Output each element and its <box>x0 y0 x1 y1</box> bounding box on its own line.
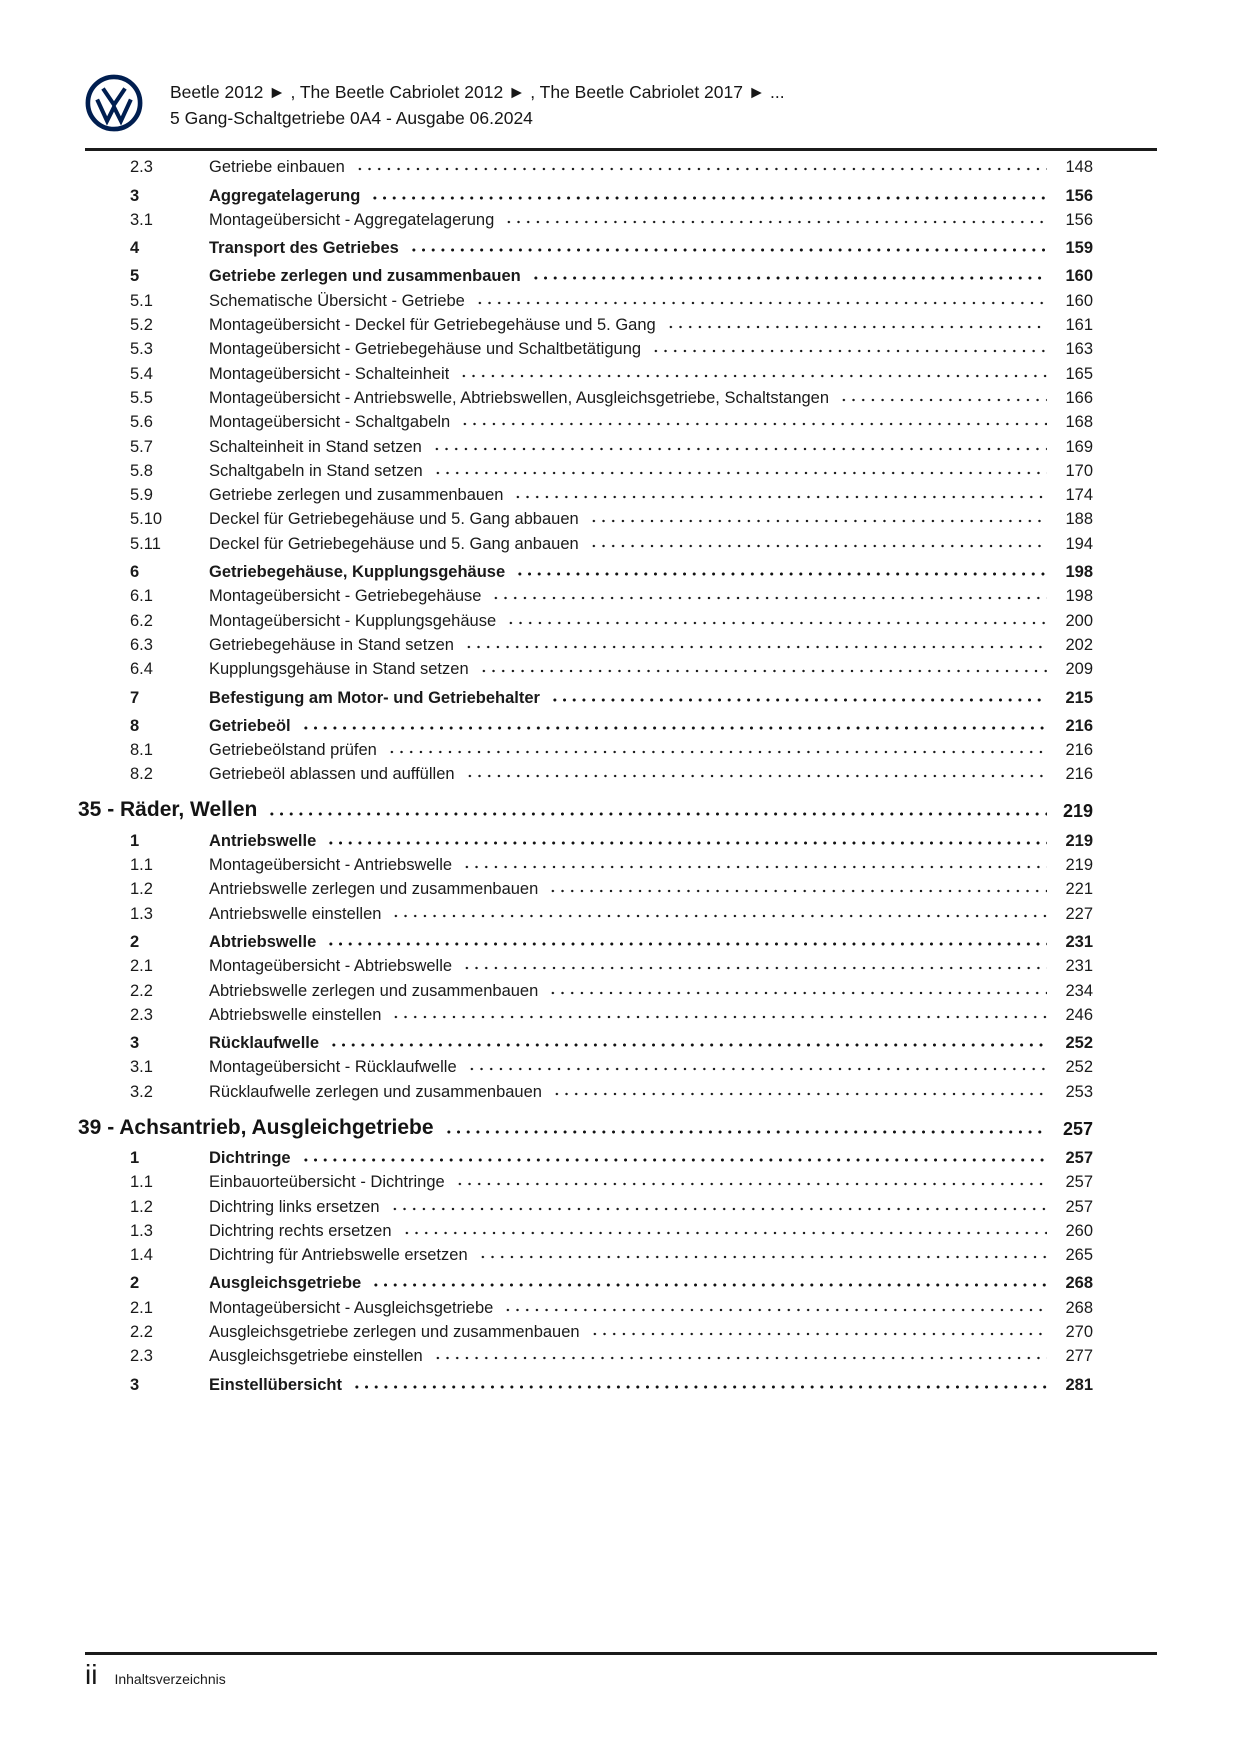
dot-leader <box>328 1029 1047 1053</box>
toc-entry-number: 2 <box>130 1274 140 1293</box>
header-text-block <box>170 74 785 132</box>
toc-entry <box>78 1293 1093 1317</box>
toc-entry-page: 281 <box>1065 1375 1093 1394</box>
toc-entry-page: 268 <box>1065 1298 1093 1317</box>
toc-entry <box>78 582 1093 606</box>
toc-chapter-title: 39 - Achsantrieb, Ausgleichgetriebe <box>78 1115 434 1139</box>
dot-leader <box>588 505 1047 529</box>
dot-leader <box>505 606 1047 630</box>
dot-leader <box>431 432 1047 456</box>
dot-leader <box>503 206 1047 230</box>
toc-entry-title: Dichtring links ersetzen <box>209 1197 380 1216</box>
toc-entry-number: 3.2 <box>130 1082 153 1101</box>
toc-entry <box>78 384 1093 408</box>
toc-entry-page: 156 <box>1065 186 1093 205</box>
toc-entry-number: 5 <box>130 267 140 286</box>
toc-entry-title: Montageübersicht - Schaltgabeln <box>209 413 451 432</box>
toc-entry-title: Abtriebswelle zerlegen und zusammenbauen <box>209 981 539 1000</box>
toc-entry <box>78 359 1093 383</box>
footer-divider <box>85 1652 1157 1655</box>
toc-entry-title: Schaltgabeln in Stand setzen <box>209 461 423 480</box>
toc-entry-title: Getriebegehäuse, Kupplungsgehäuse <box>209 563 506 582</box>
toc-entry-title: Schematische Übersicht - Getriebe <box>209 291 465 310</box>
toc-entry <box>78 606 1093 630</box>
toc-chapter-heading <box>78 792 1093 822</box>
toc-entry-title: Schalteinheit in Stand setzen <box>209 437 422 456</box>
toc-entry <box>78 529 1093 553</box>
toc-entry-number: 3 <box>130 186 140 205</box>
dot-leader <box>547 976 1047 1000</box>
toc-entry-number: 2.2 <box>130 981 153 1000</box>
toc-entry <box>78 1217 1093 1241</box>
toc-entry-title: Antriebswelle <box>209 831 317 850</box>
toc-chapter-heading <box>78 1110 1093 1140</box>
toc-entry-number: 1.2 <box>130 1197 153 1216</box>
toc-entry-page: 216 <box>1065 716 1093 735</box>
toc-entry-page: 252 <box>1065 1058 1093 1077</box>
toc-entry-number: 8.2 <box>130 765 153 784</box>
toc-entry-title: Montageübersicht - Getriebegehäuse <box>209 587 482 606</box>
toc-entry <box>78 234 1093 258</box>
toc-entry-number: 1.3 <box>130 1221 153 1240</box>
toc-entry <box>78 286 1093 310</box>
toc-entry-number: 5.3 <box>130 340 153 359</box>
dot-leader <box>458 359 1047 383</box>
toc-entry-number: 1.4 <box>130 1246 153 1265</box>
toc-entry-page: 160 <box>1065 267 1093 286</box>
toc-entry <box>78 1144 1093 1168</box>
toc-entry <box>78 206 1093 230</box>
toc-chapter-title: 35 - Räder, Wellen <box>78 798 258 822</box>
toc-entry-number: 1.2 <box>130 880 153 899</box>
toc-entry-page: 159 <box>1065 239 1093 258</box>
dot-leader <box>478 655 1047 679</box>
toc-entry <box>78 631 1093 655</box>
toc-entry-page: 168 <box>1065 413 1093 432</box>
toc-entry-title: Dichtring rechts ersetzen <box>209 1221 392 1240</box>
toc-entry-page: 231 <box>1065 932 1093 951</box>
toc-entry-page: 148 <box>1065 158 1093 177</box>
page-header <box>85 74 1157 132</box>
toc-entry-number: 2.2 <box>130 1323 153 1342</box>
toc-entry-number: 5.1 <box>130 291 153 310</box>
toc-entry <box>78 505 1093 529</box>
toc-entry-title: Deckel für Getriebegehäuse und 5. Gang anbauen <box>209 534 579 553</box>
toc-entry-page: 277 <box>1065 1347 1093 1366</box>
toc-entry-title: Abtriebswelle <box>209 932 317 951</box>
toc-entry-title: Kupplungsgehäuse in Stand setzen <box>209 660 469 679</box>
toc-entry-number: 2.1 <box>130 957 153 976</box>
toc-entry-number: 2.3 <box>130 1347 153 1366</box>
dot-leader <box>432 457 1047 481</box>
dot-leader <box>589 1318 1047 1342</box>
dot-leader <box>650 335 1047 359</box>
toc-entry-number: 1.1 <box>130 1173 153 1192</box>
toc-entry-title: Montageübersicht - Antriebswelle, Abtriebswellen, Ausgleichsgetriebe, Schaltstangen <box>209 388 830 407</box>
toc-entry-title: Einstellübersicht <box>209 1375 342 1394</box>
toc-entry-page: 257 <box>1065 1173 1093 1192</box>
toc-entry-page: 166 <box>1065 388 1093 407</box>
toc-entry <box>78 1370 1093 1394</box>
toc-entry <box>78 760 1093 784</box>
toc-entry-title: Einbauorteübersicht - Dichtringe <box>209 1173 445 1192</box>
toc-entry-page: 200 <box>1065 611 1093 630</box>
toc-entry-title: Deckel für Getriebegehäuse und 5. Gang abbauen <box>209 510 579 529</box>
toc-entry <box>78 1168 1093 1192</box>
toc-entry <box>78 311 1093 335</box>
toc-entry <box>78 1241 1093 1265</box>
toc-entry-page: 163 <box>1065 340 1093 359</box>
toc-entry-page: 169 <box>1065 437 1093 456</box>
dot-leader <box>369 181 1047 205</box>
dot-leader <box>474 286 1047 310</box>
toc-entry-title: Montageübersicht - Getriebegehäuse und Schaltbetätigung <box>209 340 642 359</box>
dot-leader <box>443 1110 1047 1140</box>
toc-entry-number: 5.11 <box>130 534 161 553</box>
toc-entry <box>78 1001 1093 1025</box>
toc-entry-page: 174 <box>1065 486 1093 505</box>
toc-entry <box>78 1192 1093 1216</box>
toc-entry-page: 202 <box>1065 635 1093 654</box>
dot-leader <box>454 1168 1047 1192</box>
dot-leader <box>325 826 1047 850</box>
dot-leader <box>390 1001 1047 1025</box>
toc-entry-page: 219 <box>1065 831 1093 850</box>
dot-leader <box>354 153 1047 177</box>
toc-entry-number: 8 <box>130 716 140 735</box>
dot-leader <box>300 712 1047 736</box>
dot-leader <box>514 558 1047 582</box>
toc-entry-page: 221 <box>1065 880 1093 899</box>
toc-entry-number: 2.1 <box>130 1298 153 1317</box>
toc-entry-title: Getriebeölstand prüfen <box>209 741 377 760</box>
toc-entry-number: 1.1 <box>130 856 153 875</box>
toc-entry-page: 216 <box>1065 765 1093 784</box>
toc-entry <box>78 1342 1093 1366</box>
toc-entry <box>78 875 1093 899</box>
toc-entry-page: 194 <box>1065 534 1093 553</box>
toc-entry-number: 2 <box>130 932 140 951</box>
toc-entry <box>78 481 1093 505</box>
toc-entry <box>78 736 1093 760</box>
toc-entry-page: 268 <box>1065 1274 1093 1293</box>
toc-entry-page: 219 <box>1065 856 1093 875</box>
toc-entry-number: 5.9 <box>130 486 153 505</box>
dot-leader <box>408 234 1047 258</box>
toc-entry-page: 257 <box>1065 1148 1093 1167</box>
dot-leader <box>432 1342 1047 1366</box>
footer-section-label: Inhaltsverzeichnis <box>114 1671 226 1687</box>
toc-entry-number: 5.4 <box>130 364 153 383</box>
toc-entry-title: Befestigung am Motor- und Getriebehalter <box>209 688 540 707</box>
toc-entry-number: 6.1 <box>130 587 153 606</box>
dot-leader <box>838 384 1047 408</box>
toc-entry-page: 156 <box>1065 210 1093 229</box>
dot-leader <box>530 262 1047 286</box>
dot-leader <box>351 1370 1047 1394</box>
toc-entry-page: 209 <box>1065 660 1093 679</box>
toc-entry-title: Montageübersicht - Rücklaufwelle <box>209 1058 457 1077</box>
dot-leader <box>300 1144 1047 1168</box>
toc-entry-page: 265 <box>1065 1246 1093 1265</box>
toc-entry-title: Getriebeöl ablassen und auffüllen <box>209 765 455 784</box>
toc-entry-number: 5.7 <box>130 437 153 456</box>
toc-chapter-page: 257 <box>1062 1118 1093 1139</box>
toc-entry-page: 231 <box>1065 957 1093 976</box>
dot-leader <box>463 631 1047 655</box>
toc-entry-title: Dichtring für Antriebswelle ersetzen <box>209 1246 468 1265</box>
toc-entry <box>78 712 1093 736</box>
toc-entry-title: Getriebe zerlegen und zusammenbauen <box>209 267 521 286</box>
toc-entry <box>78 655 1093 679</box>
dot-leader <box>466 1053 1047 1077</box>
toc-entry-number: 6.3 <box>130 635 153 654</box>
toc-entry-number: 4 <box>130 239 140 258</box>
toc-entry <box>78 826 1093 850</box>
toc-entry <box>78 1318 1093 1342</box>
toc-entry-number: 5.10 <box>130 510 163 529</box>
toc-entry-page: 246 <box>1065 1005 1093 1024</box>
toc-chapter-page: 219 <box>1062 801 1093 822</box>
footer-page-number: ii <box>85 1659 98 1690</box>
toc-entry-number: 5.5 <box>130 388 153 407</box>
toc-entry-number: 5.8 <box>130 461 153 480</box>
toc-entry-title: Getriebe einbauen <box>209 158 345 177</box>
toc-entry <box>78 683 1093 707</box>
toc-entry-number: 2.3 <box>130 158 153 177</box>
toc-entry-title: Rücklaufwelle zerlegen und zusammenbauen <box>209 1082 542 1101</box>
toc-entry-title: Getriebeöl <box>209 716 291 735</box>
toc-entry-title: Getriebe zerlegen und zusammenbauen <box>209 486 504 505</box>
toc-entry <box>78 976 1093 1000</box>
dot-leader <box>665 311 1047 335</box>
toc-entry-title: Ausgleichsgetriebe zerlegen und zusammenbauen <box>209 1323 580 1342</box>
toc-entry-number: 2.3 <box>130 1005 153 1024</box>
toc-entry-number: 5.2 <box>130 316 153 335</box>
dot-leader <box>370 1269 1047 1293</box>
toc-entry <box>78 262 1093 286</box>
toc-entry-page: 170 <box>1065 461 1093 480</box>
header-edition-line: 5 Gang-Schaltgetriebe 0A4 - Ausgabe 06.2024 <box>170 108 533 128</box>
toc-entry-title: Montageübersicht - Antriebswelle <box>209 856 453 875</box>
toc-entry-title: Montageübersicht - Kupplungsgehäuse <box>209 611 497 630</box>
toc-entry-page: 253 <box>1065 1082 1093 1101</box>
toc-entry <box>78 153 1093 177</box>
toc-entry-title: Ausgleichsgetriebe einstellen <box>209 1347 423 1366</box>
toc-entry <box>78 408 1093 432</box>
toc-entry-title: Getriebegehäuse in Stand setzen <box>209 635 454 654</box>
page-footer <box>85 1658 226 1692</box>
toc-entry-page: 198 <box>1065 563 1093 582</box>
toc-entry <box>78 851 1093 875</box>
toc-entry-number: 3 <box>130 1375 140 1394</box>
toc-entry <box>78 952 1093 976</box>
toc-entry-title: Rücklaufwelle <box>209 1034 320 1053</box>
dot-leader <box>549 683 1047 707</box>
toc-entry-number: 3.1 <box>130 1058 153 1077</box>
table-of-contents <box>78 153 1093 1395</box>
dot-leader <box>490 582 1047 606</box>
toc-entry-page: 257 <box>1065 1197 1093 1216</box>
toc-entry-title: Montageübersicht - Ausgleichsgetriebe <box>209 1298 494 1317</box>
toc-entry-page: 216 <box>1065 741 1093 760</box>
toc-entry-title: Antriebswelle einstellen <box>209 904 382 923</box>
toc-entry-page: 270 <box>1065 1323 1093 1342</box>
toc-entry-page: 188 <box>1065 510 1093 529</box>
toc-entry-number: 1.3 <box>130 904 153 923</box>
toc-entry <box>78 1077 1093 1101</box>
toc-entry-page: 160 <box>1065 291 1093 310</box>
toc-entry-title: Abtriebswelle einstellen <box>209 1005 382 1024</box>
toc-entry <box>78 335 1093 359</box>
dot-leader <box>512 481 1047 505</box>
toc-entry <box>78 1029 1093 1053</box>
dot-leader <box>547 875 1047 899</box>
dot-leader <box>477 1241 1047 1265</box>
dot-leader <box>551 1077 1047 1101</box>
toc-entry-number: 6.2 <box>130 611 153 630</box>
toc-entry-title: Antriebswelle zerlegen und zusammenbauen <box>209 880 539 899</box>
dot-leader <box>459 408 1047 432</box>
toc-entry <box>78 1269 1093 1293</box>
dot-leader <box>588 529 1047 553</box>
toc-entry-number: 1 <box>130 831 140 850</box>
dot-leader <box>464 760 1047 784</box>
toc-entry-title: Ausgleichsgetriebe <box>209 1274 362 1293</box>
toc-entry-title: Aggregatelagerung <box>209 186 361 205</box>
dot-leader <box>390 899 1047 923</box>
dot-leader <box>461 851 1047 875</box>
toc-entry-number: 5.6 <box>130 413 153 432</box>
toc-entry-number: 3 <box>130 1034 140 1053</box>
toc-entry-number: 1 <box>130 1148 140 1167</box>
toc-entry-number: 3.1 <box>130 210 153 229</box>
dot-leader <box>266 792 1047 822</box>
toc-entry <box>78 899 1093 923</box>
toc-entry <box>78 457 1093 481</box>
toc-entry-page: 260 <box>1065 1221 1093 1240</box>
toc-entry-page: 215 <box>1065 688 1093 707</box>
toc-entry-page: 252 <box>1065 1034 1093 1053</box>
dot-leader <box>386 736 1047 760</box>
toc-entry-page: 234 <box>1065 981 1093 1000</box>
header-divider <box>85 148 1157 151</box>
dot-leader <box>325 928 1047 952</box>
dot-leader <box>461 952 1047 976</box>
toc-entry-number: 7 <box>130 688 140 707</box>
toc-entry-page: 198 <box>1065 587 1093 606</box>
dot-leader <box>502 1293 1047 1317</box>
toc-entry <box>78 1053 1093 1077</box>
toc-entry-title: Transport des Getriebes <box>209 239 399 258</box>
toc-entry-title: Dichtringe <box>209 1148 291 1167</box>
vw-logo-icon <box>85 74 143 132</box>
toc-entry <box>78 558 1093 582</box>
toc-entry <box>78 432 1093 456</box>
toc-entry-title: Montageübersicht - Aggregatelagerung <box>209 210 495 229</box>
toc-entry-page: 227 <box>1065 904 1093 923</box>
toc-entry-page: 165 <box>1065 364 1093 383</box>
toc-entry <box>78 181 1093 205</box>
toc-entry-title: Montageübersicht - Abtriebswelle <box>209 957 453 976</box>
toc-entry-page: 161 <box>1065 316 1093 335</box>
header-model-line: Beetle 2012 ► , The Beetle Cabriolet 2012 ► , The Beetle Cabriolet 2017 ► ... <box>170 82 785 102</box>
toc-entry-title: Montageübersicht - Schalteinheit <box>209 364 450 383</box>
toc-entry-number: 6.4 <box>130 660 153 679</box>
dot-leader <box>401 1217 1048 1241</box>
toc-entry <box>78 928 1093 952</box>
dot-leader <box>389 1192 1047 1216</box>
toc-entry-number: 8.1 <box>130 741 153 760</box>
toc-entry-number: 6 <box>130 563 140 582</box>
toc-entry-title: Montageübersicht - Deckel für Getriebegehäuse und 5. Gang <box>209 316 656 335</box>
